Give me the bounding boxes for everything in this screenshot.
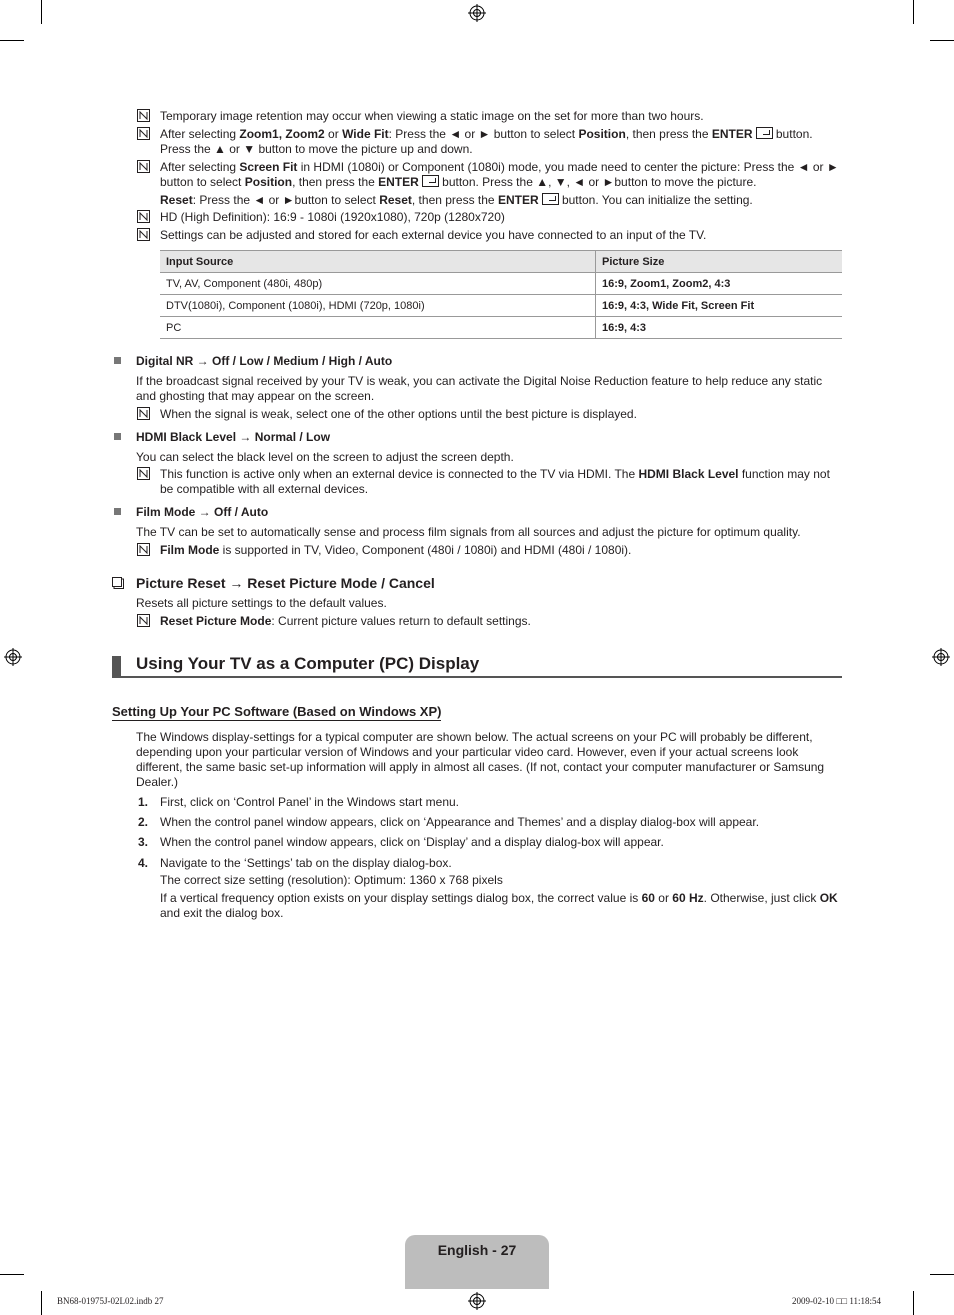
hdmi-black-body: You can select the black level on the screen to adjust the screen depth. — [136, 450, 514, 464]
table-header: Input Source — [160, 251, 596, 273]
slug-date: 2009-02-10 □□ 11:18:54 — [792, 1296, 882, 1306]
subsection-title: Setting Up Your PC Software (Based on Windows XP) — [112, 704, 442, 719]
digital-nr-heading: Digital NR → Off / Low / Medium / High / Auto — [136, 354, 393, 368]
crop-mark — [41, 0, 42, 24]
note-item — [137, 228, 842, 243]
note-text: When the signal is weak, select one of the other options until the best picture is displayed. — [160, 407, 637, 421]
slug-file: BN68-01975J-02L02.indb 27 — [57, 1296, 164, 1306]
table-cell: TV, AV, Component (480i, 480p) — [160, 273, 596, 295]
note-icon — [137, 109, 150, 122]
square-bullet-icon — [114, 508, 121, 515]
table-row — [160, 317, 842, 339]
registration-mark-icon — [4, 648, 22, 666]
registration-mark-icon — [468, 1292, 486, 1310]
table-cell: 16:9, Zoom1, Zoom2, 4:3 — [596, 273, 843, 295]
note-item — [137, 109, 842, 124]
note-text: HD (High Definition): 16:9 - 1080i (1920x1080), 720p (1280x720) — [160, 210, 505, 224]
table-row — [160, 273, 842, 295]
note-item — [137, 467, 842, 497]
crop-mark — [913, 1291, 914, 1315]
digital-nr-body: If the broadcast signal received by your TV is weak, you can activate the Digital Noise Reduction feature to help reduce any static and ghosting that may appear on the screen. — [136, 374, 823, 403]
step4-frequency: If a vertical frequency option exists on your display settings dialog box, the correct value is 60 or 60 Hz. Otherwise, just click OK and exit the dialog box. — [160, 891, 838, 920]
film-mode-heading: Film Mode → Off / Auto — [136, 505, 269, 519]
table-header-row — [160, 251, 842, 273]
crop-mark — [41, 1291, 42, 1315]
note-icon — [137, 614, 150, 627]
crop-mark — [0, 40, 24, 41]
note-text: Film Mode is supported in TV, Video, Component (480i / 1080i) and HDMI (480i / 1080i). — [160, 543, 632, 557]
note-icon — [137, 160, 150, 173]
step4-resolution: The correct size setting (resolution): Optimum: 1360 x 768 pixels — [160, 873, 503, 887]
note-item — [137, 210, 842, 225]
table-cell: PC — [160, 317, 596, 339]
hdmi-black-heading: HDMI Black Level → Normal / Low — [136, 430, 331, 444]
note-text: After selecting Screen Fit in HDMI (1080i) or Component (1080i) mode, you made need to center the picture: Press the ◄ or ► button to select Position, then press the ENTER button. Press the ▲, ▼, ◄ or ►button to move the picture. — [160, 160, 839, 189]
crop-mark — [930, 1274, 954, 1275]
input-source-table — [160, 250, 842, 339]
section-marker — [112, 656, 121, 678]
section-title: Using Your TV as a Computer (PC) Display — [136, 654, 480, 673]
crop-mark — [913, 0, 914, 24]
table-row — [160, 295, 842, 317]
square-bullet-icon — [114, 357, 121, 364]
note-item — [137, 407, 842, 422]
note-icon — [137, 407, 150, 420]
table-cell: 16:9, 4:3 — [596, 317, 843, 339]
note-icon — [137, 228, 150, 241]
step-number: 4. — [138, 856, 149, 870]
checkbox-bullet-icon — [112, 577, 124, 589]
note-item — [137, 614, 842, 629]
note-icon — [137, 467, 150, 480]
note-icon — [137, 543, 150, 556]
note-text: Temporary image retention may occur when viewing a static image on the set for more than two hours. — [160, 109, 704, 123]
note-text: Settings can be adjusted and stored for each external device you have connected to an input of the TV. — [160, 228, 707, 242]
note-item — [137, 543, 842, 558]
step-text: First, click on ‘Control Panel’ in the Windows start menu. — [160, 795, 459, 809]
page-number: English - 27 — [437, 1242, 517, 1258]
step-number: 2. — [138, 815, 149, 829]
table-cell: DTV(1080i), Component (1080i), HDMI (720p, 1080i) — [160, 295, 596, 317]
step-text: Navigate to the ‘Settings’ tab on the display dialog-box. — [160, 856, 452, 870]
table-header: Picture Size — [596, 251, 843, 273]
note-item — [137, 127, 842, 157]
square-bullet-icon — [114, 433, 121, 440]
crop-mark — [930, 40, 954, 41]
note-icon — [137, 210, 150, 223]
picture-reset-heading: Picture Reset → Reset Picture Mode / Cancel — [136, 575, 435, 591]
note-item — [137, 160, 842, 190]
note-text: Reset Picture Mode: Current picture values return to default settings. — [160, 614, 531, 628]
registration-mark-icon — [468, 4, 486, 22]
picture-reset-body: Resets all picture settings to the default values. — [136, 596, 387, 610]
table-cell: 16:9, 4:3, Wide Fit, Screen Fit — [596, 295, 843, 317]
note-text: This function is active only when an external device is connected to the TV via HDMI. The HDMI Black Level function may not be compatible with all external devices. — [160, 467, 830, 496]
crop-mark — [0, 1274, 24, 1275]
intro-paragraph: The Windows display-settings for a typical computer are shown below. The actual screens on your PC will probably be different, depending upon your particular version of Windows and your particular video card. However, even if your actual screens look different, the same basic set-up information will apply in almost all cases. (If not, contact your computer manufacturer or Samsung Dealer.) — [136, 730, 825, 789]
note-icon — [137, 127, 150, 140]
step-text: When the control panel window appears, click on ‘Appearance and Themes’ and a display dialog-box will appear. — [160, 815, 760, 829]
step-text: When the control panel window appears, click on ‘Display’ and a display dialog-box will appear. — [160, 835, 664, 849]
step-number: 3. — [138, 835, 149, 849]
step-number: 1. — [138, 795, 149, 809]
reset-line: Reset: Press the ◄ or ►button to select Reset, then press the ENTER button. You can initialize the setting. — [160, 193, 753, 207]
registration-mark-icon — [932, 648, 950, 666]
film-mode-body: The TV can be set to automatically sense and process film signals from all sources and adjust the picture for optimum quality. — [136, 525, 801, 539]
note-text: After selecting Zoom1, Zoom2 or Wide Fit: Press the ◄ or ► button to select Position, then press the ENTER button. Press the ▲ or ▼ button to move the picture up and down. — [160, 127, 813, 156]
section-divider — [112, 676, 842, 678]
